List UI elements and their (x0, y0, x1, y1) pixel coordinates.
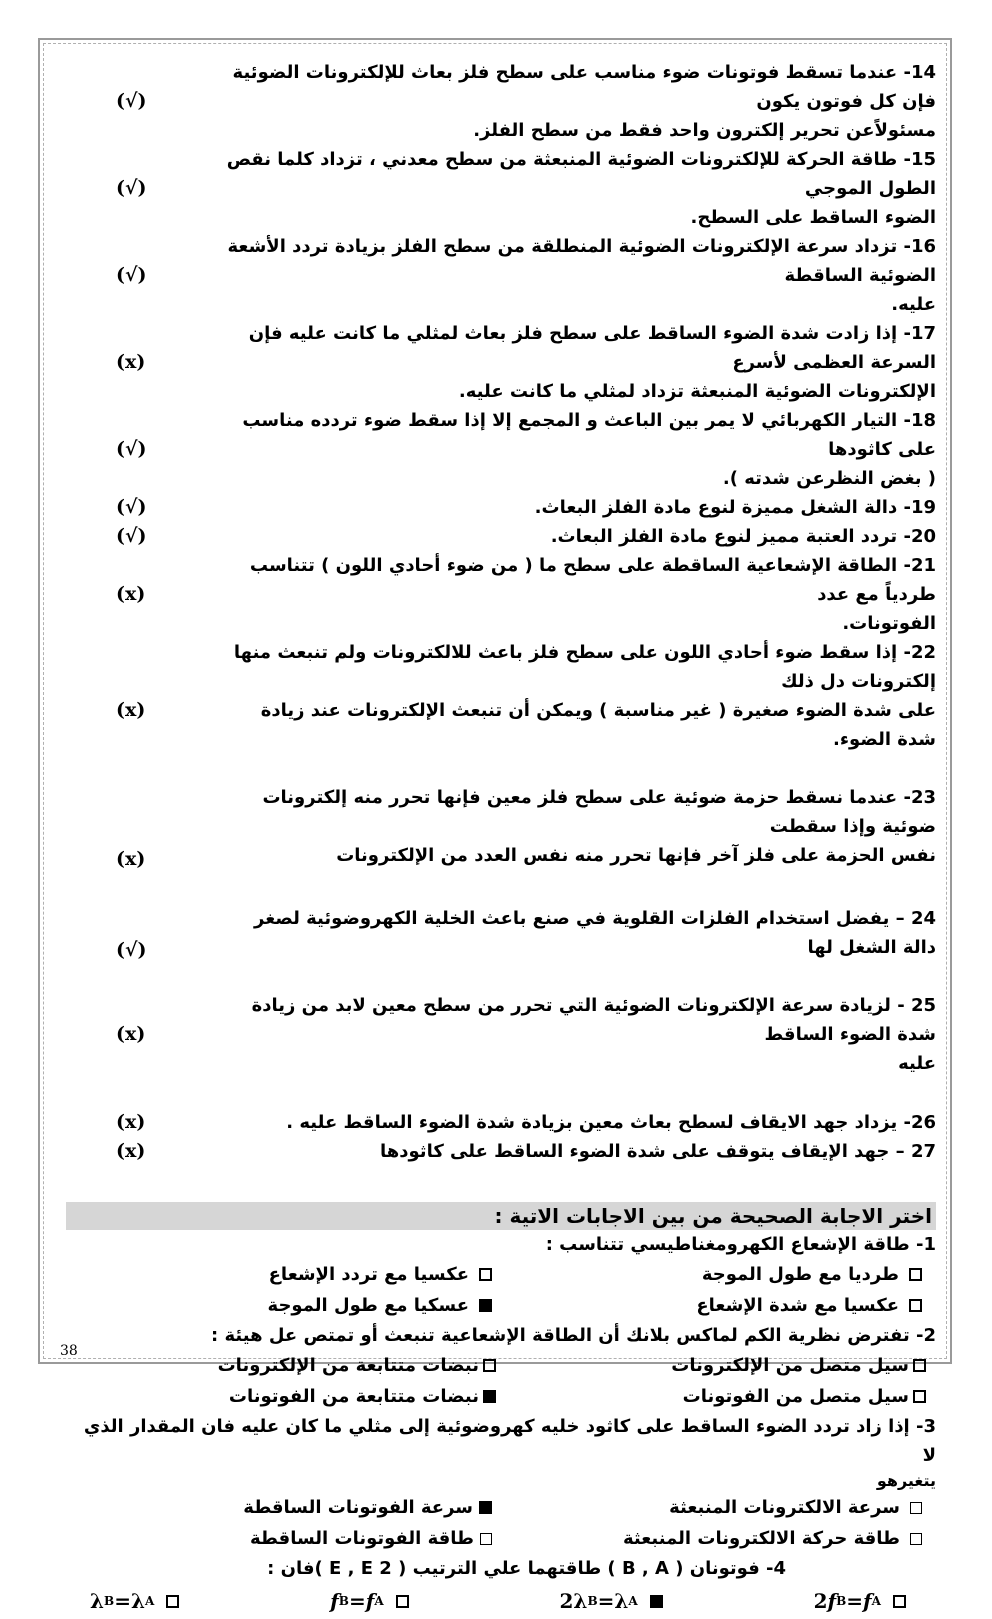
mcq-2-option-2[interactable] (76, 1350, 506, 1381)
answer-mark: (x) (116, 351, 146, 373)
answer-mark: (x) (116, 1023, 146, 1045)
statement-24 (66, 904, 936, 991)
formula-subscript: A (871, 1594, 881, 1608)
mcq-question-2: 2- تفترض نظرية الكم لماكس بلانك أن الطاقة الإشعاعية تنبعث أو تمتص عل هيئة : (211, 1325, 936, 1346)
mcq-3-options-row-1 (66, 1492, 936, 1523)
option-label: طاقة حركة الالكترونات المنبعثة (622, 1528, 900, 1549)
statement-19 (66, 493, 936, 522)
option-label: طاقة الفوتونات الساقطة (249, 1528, 474, 1549)
answer-mark: (√) (116, 525, 147, 547)
mcq-4-options-row (66, 1583, 936, 1619)
statement-16 (66, 232, 936, 319)
answer-mark: (x) (116, 1111, 146, 1133)
option-label: عكسيا مع شدة الإشعاع (696, 1295, 899, 1316)
statement-line: 26- يزداد جهد الايقاف لسطح بعاث معين بزيادة شدة الضوء الساقط عليه . (286, 1112, 936, 1133)
formula-subscript: B (836, 1594, 847, 1608)
checkbox-empty-icon[interactable] (396, 1595, 409, 1608)
statement-line: 15- طاقة الحركة للإلكترونات الضوئية المنبعثة من سطح معدني ، تزداد كلما نقص الطول الموجي (226, 149, 936, 199)
formula-symbol: f (365, 1589, 375, 1613)
statement-line: 17- إذا زادت شدة الضوء الساقط على سطح فلز بعاث لمثلي ما كانت عليه فإن السرعة العظمى لأسرع (248, 323, 936, 373)
answer-mark: (√) (116, 90, 147, 112)
statement-15 (66, 145, 936, 232)
statement-line: الإلكترونات الضوئية المنبعثة تزداد لمثلي ما كانت عليه. (458, 381, 936, 402)
statement-line: 25 - لزيادة سرعة الإلكترونات الضوئية التي تحرر من سطح معين لابد من زيادة شدة الضوء الساقط (251, 995, 936, 1045)
statement-23 (66, 783, 936, 904)
formula-symbol: f (827, 1589, 837, 1613)
mcq-1-option-4[interactable] (76, 1290, 506, 1321)
statement-27 (66, 1137, 936, 1166)
statement-line: 16- تزداد سرعة الإلكترونات الضوئية المنطلقة من سطح الفلز بزيادة تردد الأشعة الضوئية الساقطة (227, 236, 936, 286)
mcq-4-option-double-lambda[interactable] (560, 1583, 663, 1619)
statement-line: 24 – يفضل استخدام الفلزات القلوية في صنع باعث الخلية الكهروضوئية لصغر دالة الشغل لها (254, 908, 936, 958)
statement-line: 19- دالة الشغل مميزة لنوع مادة الفلز البعاث. (534, 497, 936, 518)
option-label: سرعة الالكترونات المنبعثة (669, 1497, 900, 1518)
mcq-2-options-row-1 (66, 1350, 936, 1381)
option-label: سيل متصل من الفوتونات (682, 1386, 909, 1407)
answer-mark: (√) (116, 177, 147, 199)
statement-line: ( بغض النظرعن شدته ). (722, 468, 936, 489)
mcq-question-3-line-2: يتغيرهو (876, 1471, 936, 1490)
checkbox-empty-icon[interactable] (913, 1359, 926, 1372)
answer-mark: (x) (116, 699, 146, 721)
formula-subscript: A (628, 1594, 638, 1608)
mcq-1-options-row-2 (66, 1290, 936, 1321)
statement-line: على شدة الضوء صغيرة ( غير مناسبة ) ويمكن أن تنبعث الإلكترونات عند زيادة شدة الضوء. (260, 700, 936, 750)
statement-line: عليه. (891, 294, 936, 315)
formula-subscript: A (144, 1594, 155, 1608)
statement-line: 27 – جهد الإيقاف يتوقف على شدة الضوء الساقط على كاثودها (380, 1141, 936, 1162)
answer-mark: (√) (116, 496, 147, 518)
checkbox-filled-icon[interactable] (479, 1501, 492, 1514)
statement-line: 20- تردد العتبة مميز لنوع مادة الفلز البعاث. (550, 526, 936, 547)
statement-17 (66, 319, 936, 406)
mcq-1-option-1[interactable] (506, 1259, 936, 1290)
checkbox-filled-icon[interactable] (650, 1595, 663, 1608)
checkbox-empty-icon[interactable] (910, 1502, 922, 1514)
formula-equals: = (348, 1589, 366, 1613)
mcq-2-options-row-2 (66, 1381, 936, 1412)
statement-line: الضوء الساقط على السطح. (690, 207, 936, 228)
statement-line: عليه (898, 1053, 936, 1074)
mcq-4-option-double-frequency[interactable] (814, 1583, 906, 1619)
formula-subscript: A (374, 1594, 384, 1608)
mcq-3-option-4[interactable] (76, 1523, 506, 1554)
mcq-3-option-3[interactable] (506, 1523, 936, 1554)
mcq-2-option-1[interactable] (506, 1350, 936, 1381)
option-label: سيل متصل من الإلكترونات (671, 1355, 909, 1376)
formula-coef: 2 (559, 1589, 574, 1613)
formula-coef: 2 (813, 1589, 828, 1613)
mcq-4-option-frequency-equal[interactable] (330, 1583, 408, 1619)
statement-line: مسئولاًعن تحرير إلكترون واحد فقط من سطح الفلز. (473, 120, 936, 141)
mcq-question-1: 1- طاقة الإشعاع الكهرومغناطيسي تتناسب : (545, 1234, 936, 1255)
mcq-3-option-2[interactable] (76, 1492, 506, 1523)
statement-18 (66, 406, 936, 493)
answer-mark: (x) (116, 1140, 146, 1162)
answer-mark: (x) (116, 583, 146, 605)
statement-line: الفوتونات. (842, 613, 936, 634)
mcq-3-option-1[interactable] (506, 1492, 936, 1523)
statement-line: 21- الطاقة الإشعاعية الساقطة على سطح ما ( من ضوء أحادي اللون ) تتناسب طردياً مع عدد (249, 555, 936, 605)
answer-mark: (√) (116, 939, 147, 961)
mcq-2-option-3[interactable] (506, 1381, 936, 1412)
option-label: سرعة الفوتونات الساقطة (243, 1497, 473, 1518)
mcq-2-option-4[interactable] (76, 1381, 506, 1412)
checkbox-empty-icon[interactable] (479, 1268, 492, 1281)
statement-line: نفس الحزمة على فلز آخر فإنها تحرر منه نفس العدد من الإلكترونات (336, 845, 936, 866)
statement-line: 18- التيار الكهربائي لا يمر بين الباعث و المجمع إلا إذا سقط ضوء تردده مناسب على كاثودها (242, 410, 936, 460)
statement-26 (66, 1108, 936, 1137)
mcq-question-3-line-1: 3- إذا زاد تردد الضوء الساقط على كاثود خليه كهروضوئية إلى مثلي ما كان عليه فان المقدار الذي لا (83, 1416, 936, 1466)
formula-equals: = (597, 1589, 615, 1613)
checkbox-empty-icon[interactable] (909, 1268, 922, 1281)
formula-subscript: B (104, 1594, 115, 1608)
mcq-question-3 (66, 1412, 936, 1492)
answer-mark: (√) (116, 264, 147, 286)
checkbox-empty-icon[interactable] (909, 1299, 922, 1312)
option-label: عكسيا مع تردد الإشعاع (268, 1264, 469, 1285)
formula-equals: = (114, 1589, 131, 1613)
page-number: 38 (60, 1343, 78, 1359)
checkbox-filled-icon[interactable] (479, 1299, 492, 1312)
statement-line: 22- إذا سقط ضوء أحادي اللون على سطح فلز باعث للالكترونات ولم تنبعث منها إلكترونات دل ذلك (233, 642, 936, 692)
checkbox-empty-icon[interactable] (910, 1533, 922, 1545)
checkbox-empty-icon[interactable] (893, 1595, 906, 1608)
formula-symbol: λ (90, 1589, 105, 1613)
formula-equals: = (846, 1589, 864, 1613)
mcq-section-header: اختر الاجابة الصحيحة من بين الاجابات الاتية : (66, 1202, 936, 1230)
checkbox-empty-icon[interactable] (480, 1533, 492, 1545)
statement-14 (66, 58, 936, 145)
formula-symbol: f (863, 1589, 872, 1613)
formula-subscript: B (338, 1594, 349, 1608)
option-label: طرديا مع طول الموجة (701, 1264, 899, 1285)
checkbox-filled-icon[interactable] (483, 1390, 496, 1403)
formula-symbol: λ (614, 1589, 629, 1613)
formula-subscript: B (587, 1594, 598, 1608)
answer-mark: (x) (116, 848, 146, 870)
mcq-question-4: 4- فوتونان ( B , A ) طاقتهما علي الترتيب ( 2 E , E )فان : (267, 1558, 786, 1579)
statement-22 (66, 638, 936, 783)
option-label: نبضات متتابعة من الفوتونات (228, 1386, 479, 1407)
mcq-3-options-row-2 (66, 1523, 936, 1554)
option-label: نبضات متتابعة من الإلكترونات (217, 1355, 479, 1376)
statement-21 (66, 551, 936, 638)
formula-symbol: f (330, 1589, 339, 1613)
formula-symbol: λ (130, 1589, 145, 1613)
statement-line: 23- عندما نسقط حزمة ضوئية على سطح فلز معين فإنها تحرر منه إلكترونات ضوئية وإذا سقطت (262, 787, 936, 837)
page-content (66, 58, 936, 1619)
mcq-1-option-3[interactable] (506, 1290, 936, 1321)
formula-symbol: λ (573, 1589, 588, 1613)
checkbox-empty-icon[interactable] (913, 1390, 926, 1403)
statement-25 (66, 991, 936, 1090)
mcq-4-option-lambda-equal[interactable] (90, 1583, 179, 1619)
mcq-1-options-row-1 (66, 1259, 936, 1290)
mcq-1-option-2[interactable] (76, 1259, 506, 1290)
checkbox-empty-icon[interactable] (166, 1595, 179, 1608)
checkbox-empty-icon[interactable] (483, 1359, 496, 1372)
answer-mark: (√) (116, 438, 147, 460)
statement-20 (66, 522, 936, 551)
statement-line: 14- عندما تسقط فوتونات ضوء مناسب على سطح فلز بعاث للإلكترونات الضوئية فإن كل فوتون يكون (232, 62, 936, 112)
option-label: عسكيا مع طول الموجة (267, 1295, 469, 1316)
